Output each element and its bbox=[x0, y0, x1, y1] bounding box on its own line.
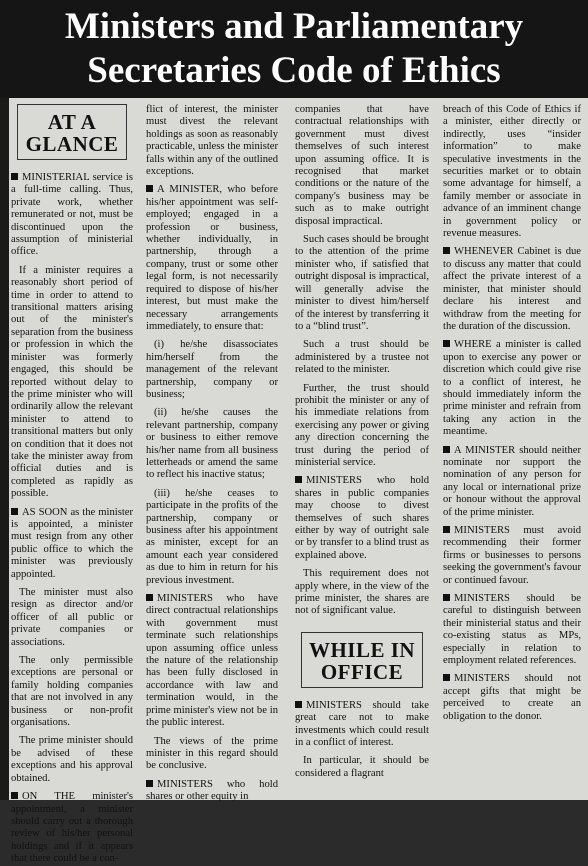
column-2 bbox=[146, 104, 278, 803]
paragraph: Further, the trust should prohibit the minister or any of his immediate relations from exercising any power or giving any direction concerning the trust during the period of ministerial service. bbox=[295, 382, 429, 468]
section-heading-while-in-office: WHILE IN OFFICE bbox=[301, 632, 423, 688]
headline-banner bbox=[0, 0, 588, 98]
paragraph: WHERE a minister is called upon to exercise any power or discretion which could give rise to a conflict of interest, he should immediately inform the prime minister and refrain from taking any action in the meantime. bbox=[443, 339, 581, 438]
bullet-square-icon bbox=[11, 173, 18, 180]
bullet-square-icon bbox=[443, 594, 450, 601]
paragraph: WHENEVER Cabinet is due to discuss any matter that could affect the private interest of a minister, that minister should declare his interest and withdraw from the meeting for the duration of the discussion. bbox=[443, 246, 581, 332]
paragraph: A MINISTER should neither nominate nor support the nomination of any person for any local or international prize or honour without the approval of the prime minister. bbox=[443, 444, 581, 518]
bullet-square-icon bbox=[443, 674, 450, 681]
paragraph: Such a trust should be administered by a trustee not related to the minister. bbox=[295, 339, 429, 376]
paragraph: The views of the prime minister in this regard should be conclusive. bbox=[146, 735, 278, 772]
column-3 bbox=[295, 104, 429, 798]
paragraph: This requirement does not apply where, in the view of the prime minister, the shares are not of significant value. bbox=[295, 568, 429, 617]
paragraph: MINISTERS who hold shares or other equity in bbox=[146, 778, 278, 803]
paragraph: A MINISTER, who before his/her appointment was self-employed; engaged in a profession or business, whether individually, in partnership, through a company, trust or some other legal form, is not necessarily required to dispose of his/her interest, but must make the necessary arrangements immediately, to ensure that: bbox=[146, 184, 278, 332]
paragraph: The prime minister should be advised of these exceptions and his approval obtained. bbox=[11, 735, 133, 784]
bullet-square-icon bbox=[295, 701, 302, 708]
headline-line-1: Ministers and Parliamentary bbox=[64, 6, 524, 47]
paragraph: flict of interest, the minister must divest the relevant holdings as soon as reasonably practicable, unless the minister falls within any of the outlined exceptions. bbox=[146, 104, 278, 178]
article-columns bbox=[11, 104, 585, 865]
bullet-square-icon bbox=[443, 526, 450, 533]
paragraph: (i) he/she disassociates him/herself from the management of the relevant partnership, company or business; bbox=[146, 339, 278, 400]
bullet-square-icon bbox=[11, 792, 18, 799]
paragraph: MINISTERS who hold shares in public companies may choose to divest themselves of such shares either by way of outright sale or by transfer to a blind trust as explained above. bbox=[295, 475, 429, 561]
section-heading-at-a-glance: AT A GLANCE bbox=[17, 104, 127, 160]
paragraph: MINISTERS must avoid recommending their former firms or businesses to persons seeking the government's favour or continued favour. bbox=[443, 525, 581, 586]
paragraph: (ii) he/she causes the relevant partnership, company or business to either remove his/her name from all business letterheads or amend the same to reflect his inactive status; bbox=[146, 407, 278, 481]
paragraph: MINISTERIAL service is a full-time calling. Thus, private work, whether remunerated or not, must be discontinued upon the assumption of ministerial office. bbox=[11, 172, 133, 258]
bullet-square-icon bbox=[146, 780, 153, 787]
paragraph: ON THE minister's appointment, a minister should carry out a thorough review of his/her personal holdings and if it appears that there could be a con- bbox=[11, 791, 133, 865]
paragraph: companies that have contractual relationships with government must divest themselves of such interest upon assuming office. It is recognised that market conditions or the nature of the company's business may be such as to make outright disposal impractical. bbox=[295, 104, 429, 227]
headline-line-2: Secretaries Code of Ethics bbox=[87, 50, 501, 91]
paragraph: The only permissible exceptions are personal or family holding companies that are not involved in any business or non-profit organisations. bbox=[11, 655, 133, 729]
bullet-square-icon bbox=[443, 446, 450, 453]
column-4 bbox=[443, 104, 581, 798]
bullet-square-icon bbox=[146, 594, 153, 601]
bullet-square-icon bbox=[295, 476, 302, 483]
left-border-strip bbox=[0, 98, 9, 800]
paragraph: Such cases should be brought to the attention of the prime minister who, if satisfied that outright disposal is impractical, will generally advise the minister to divest him/herself of the interest by transferring it to a “blind trust”. bbox=[295, 234, 429, 332]
paragraph: AS SOON as the minister is appointed, a minister must resign from any other public office to which the minister was previously appointed. bbox=[11, 506, 133, 580]
bullet-square-icon bbox=[11, 508, 18, 515]
column-1 bbox=[11, 104, 133, 865]
paragraph: In particular, it should be considered a flagrant bbox=[295, 755, 429, 779]
paragraph: MINISTERS should not accept gifts that might be perceived to create an obligation to the donor. bbox=[443, 673, 581, 722]
bullet-square-icon bbox=[443, 247, 450, 254]
bullet-square-icon bbox=[443, 340, 450, 347]
bullet-square-icon bbox=[146, 185, 153, 192]
paragraph: (iii) he/she ceases to participate in the profits of the partnership, company or business after his appointment as minister, except for an amount each year considered as due to him in return for his previous investment. bbox=[146, 487, 278, 586]
paragraph: If a minister requires a reasonably short period of time in order to attend to transitional matters arising out of the minister's separation from the business or profession in which the minister was formerly engaged, this should be reported without delay to the prime minister who will ordinarily allow the relevant minister to attend to transitional matters but only on condition that it does not take the minister away from official duties and is completed as rapidly as possible. bbox=[11, 264, 133, 500]
paragraph: MINISTERS should take great care not to make investments which could result in a conflict of interest. bbox=[295, 699, 429, 749]
paragraph: MINISTERS should be careful to distinguish between their ministerial status and their co-existing status as MPs, especially in relation to employment related references. bbox=[443, 593, 581, 667]
paragraph: breach of this Code of Ethics if a minister, either directly or indirectly, uses “insider information” to make speculative investments in the securities market or to obtain some advantage for himself, a family member or associate in advance of an imminent change in government policy or revenue measures. bbox=[443, 104, 581, 240]
paragraph: The minister must also resign as director and/or officer of all public or private companies or associations. bbox=[11, 587, 133, 648]
paragraph: MINISTERS who have direct contractual relationships with government must terminate such relationships upon assuming office unless the nature of the relationship has been fully disclosed in accordance with law and termination would, in the prime minister's view not be in the public interest. bbox=[146, 593, 278, 729]
